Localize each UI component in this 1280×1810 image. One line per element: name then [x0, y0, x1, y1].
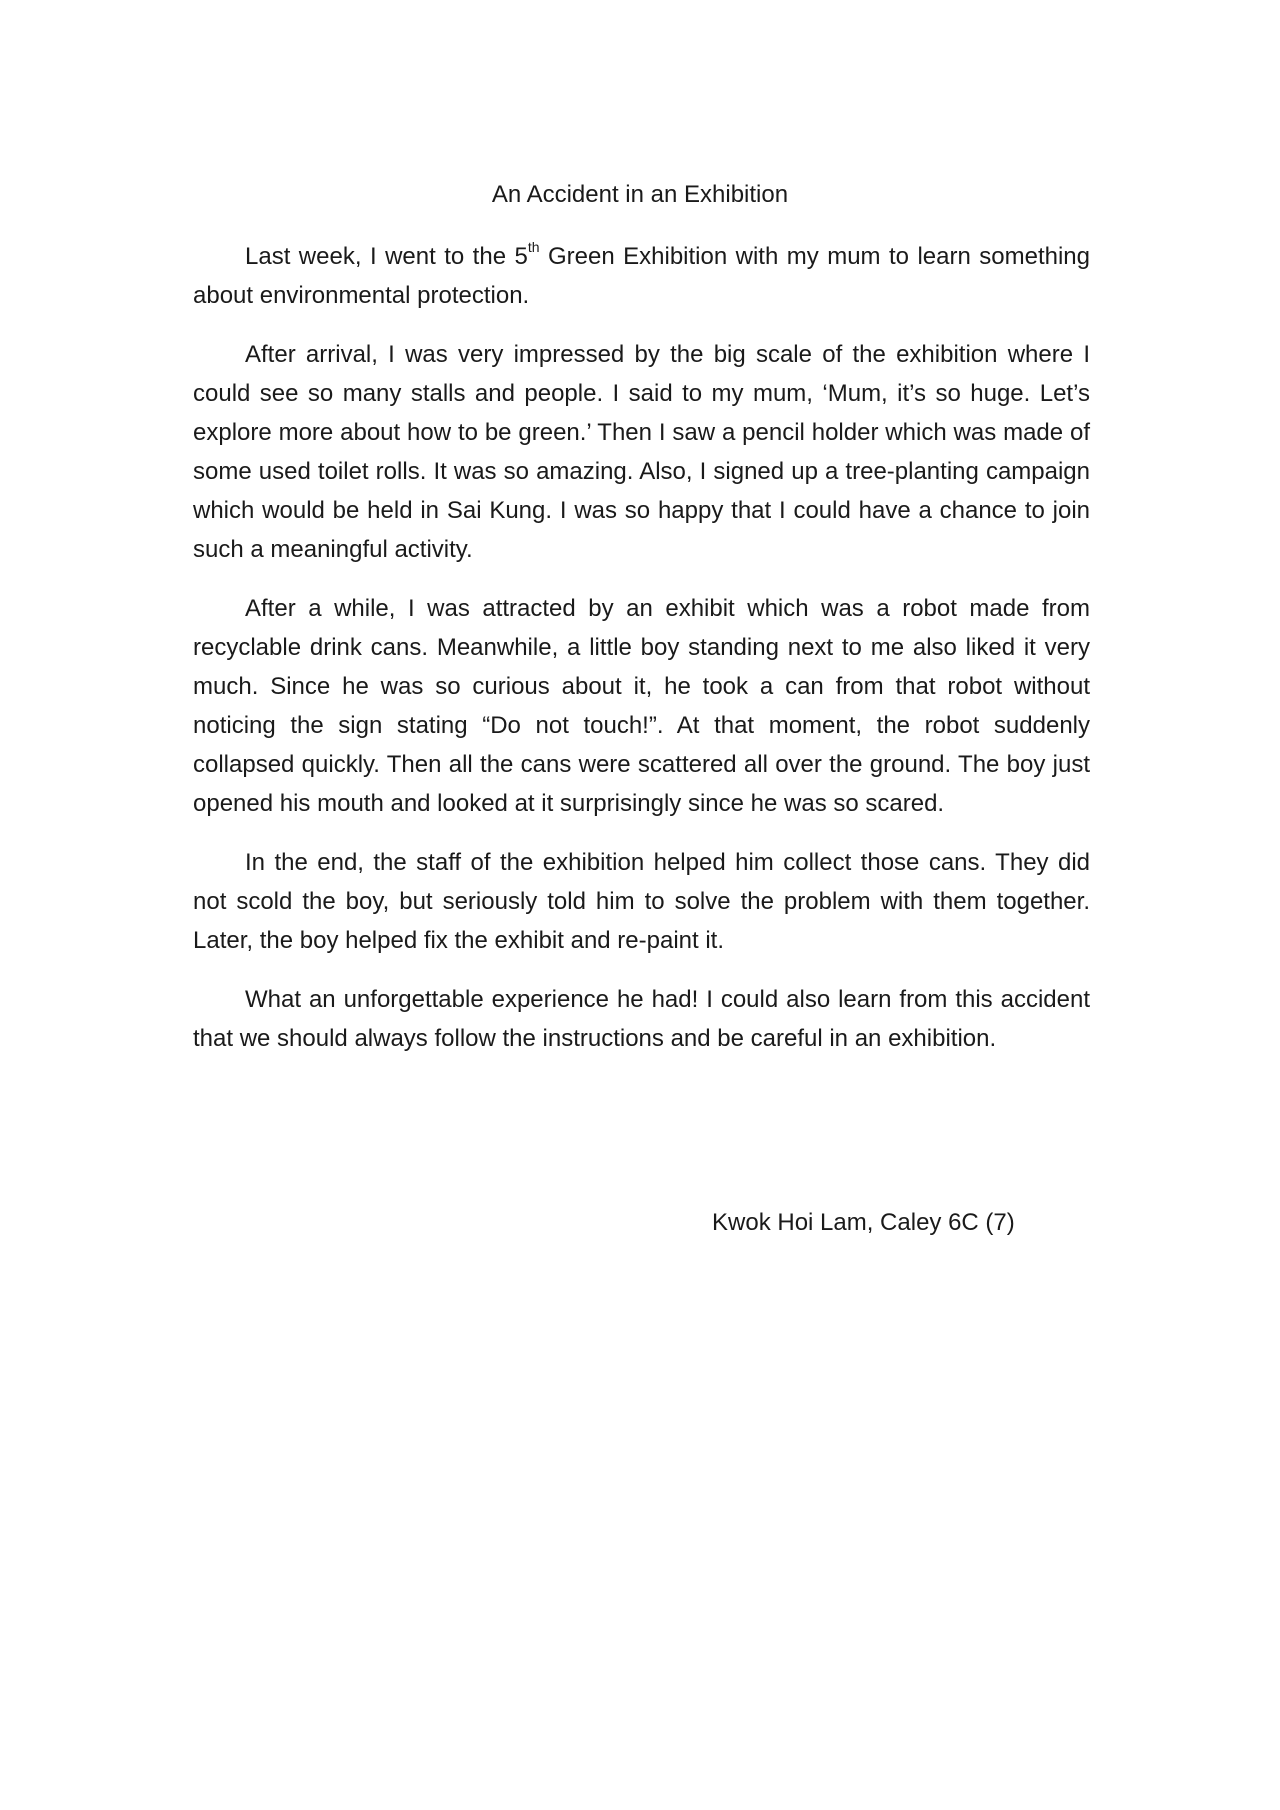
author-signature: Kwok Hoi Lam, Caley 6C (7): [712, 1209, 1015, 1236]
paragraph-1-text-after: Green Exhibition with my mum to learn something about environmental protection.: [193, 243, 1090, 309]
paragraph-1-text-before: Last week, I went to the 5: [245, 243, 528, 270]
paragraph-5: What an unforgettable experience he had! I could also learn from this accident that we should always follow the instructions and be careful in an exhibition.: [193, 986, 1090, 1052]
document-title: An Accident in an Exhibition: [491, 181, 789, 208]
document-body: [193, 237, 1090, 1078]
paragraph-2: After arrival, I was very impressed by the big scale of the exhibition where I could see so many stalls and people. I said to my mum, ‘Mum, it’s so huge. Let’s explore more about how to be green.’ Then I saw a pencil holder which was made of some used toilet rolls. It was so amazing. Also, I signed up a tree-planting campaign which would be held in Sai Kung. I was so happy that I could have a chance to join such a meaningful activity.: [193, 341, 1090, 563]
ordinal-superscript: th: [527, 239, 540, 255]
paragraph-1: [193, 237, 1090, 315]
paragraph-3: After a while, I was attracted by an exhibit which was a robot made from recyclable drink cans. Meanwhile, a little boy standing next to me also liked it very much. Since he was so curious about it, he took a can from that robot without noticing the sign stating “Do not touch!”. At that moment, the robot suddenly collapsed quickly. Then all the cans were scattered all over the ground. The boy just opened his mouth and looked at it surprisingly since he was so scared.: [193, 595, 1090, 817]
paragraph-4: In the end, the staff of the exhibition helped him collect those cans. They did not scold the boy, but seriously told him to solve the problem with them together. Later, the boy helped fix the exhibit and re-paint it.: [193, 849, 1090, 954]
